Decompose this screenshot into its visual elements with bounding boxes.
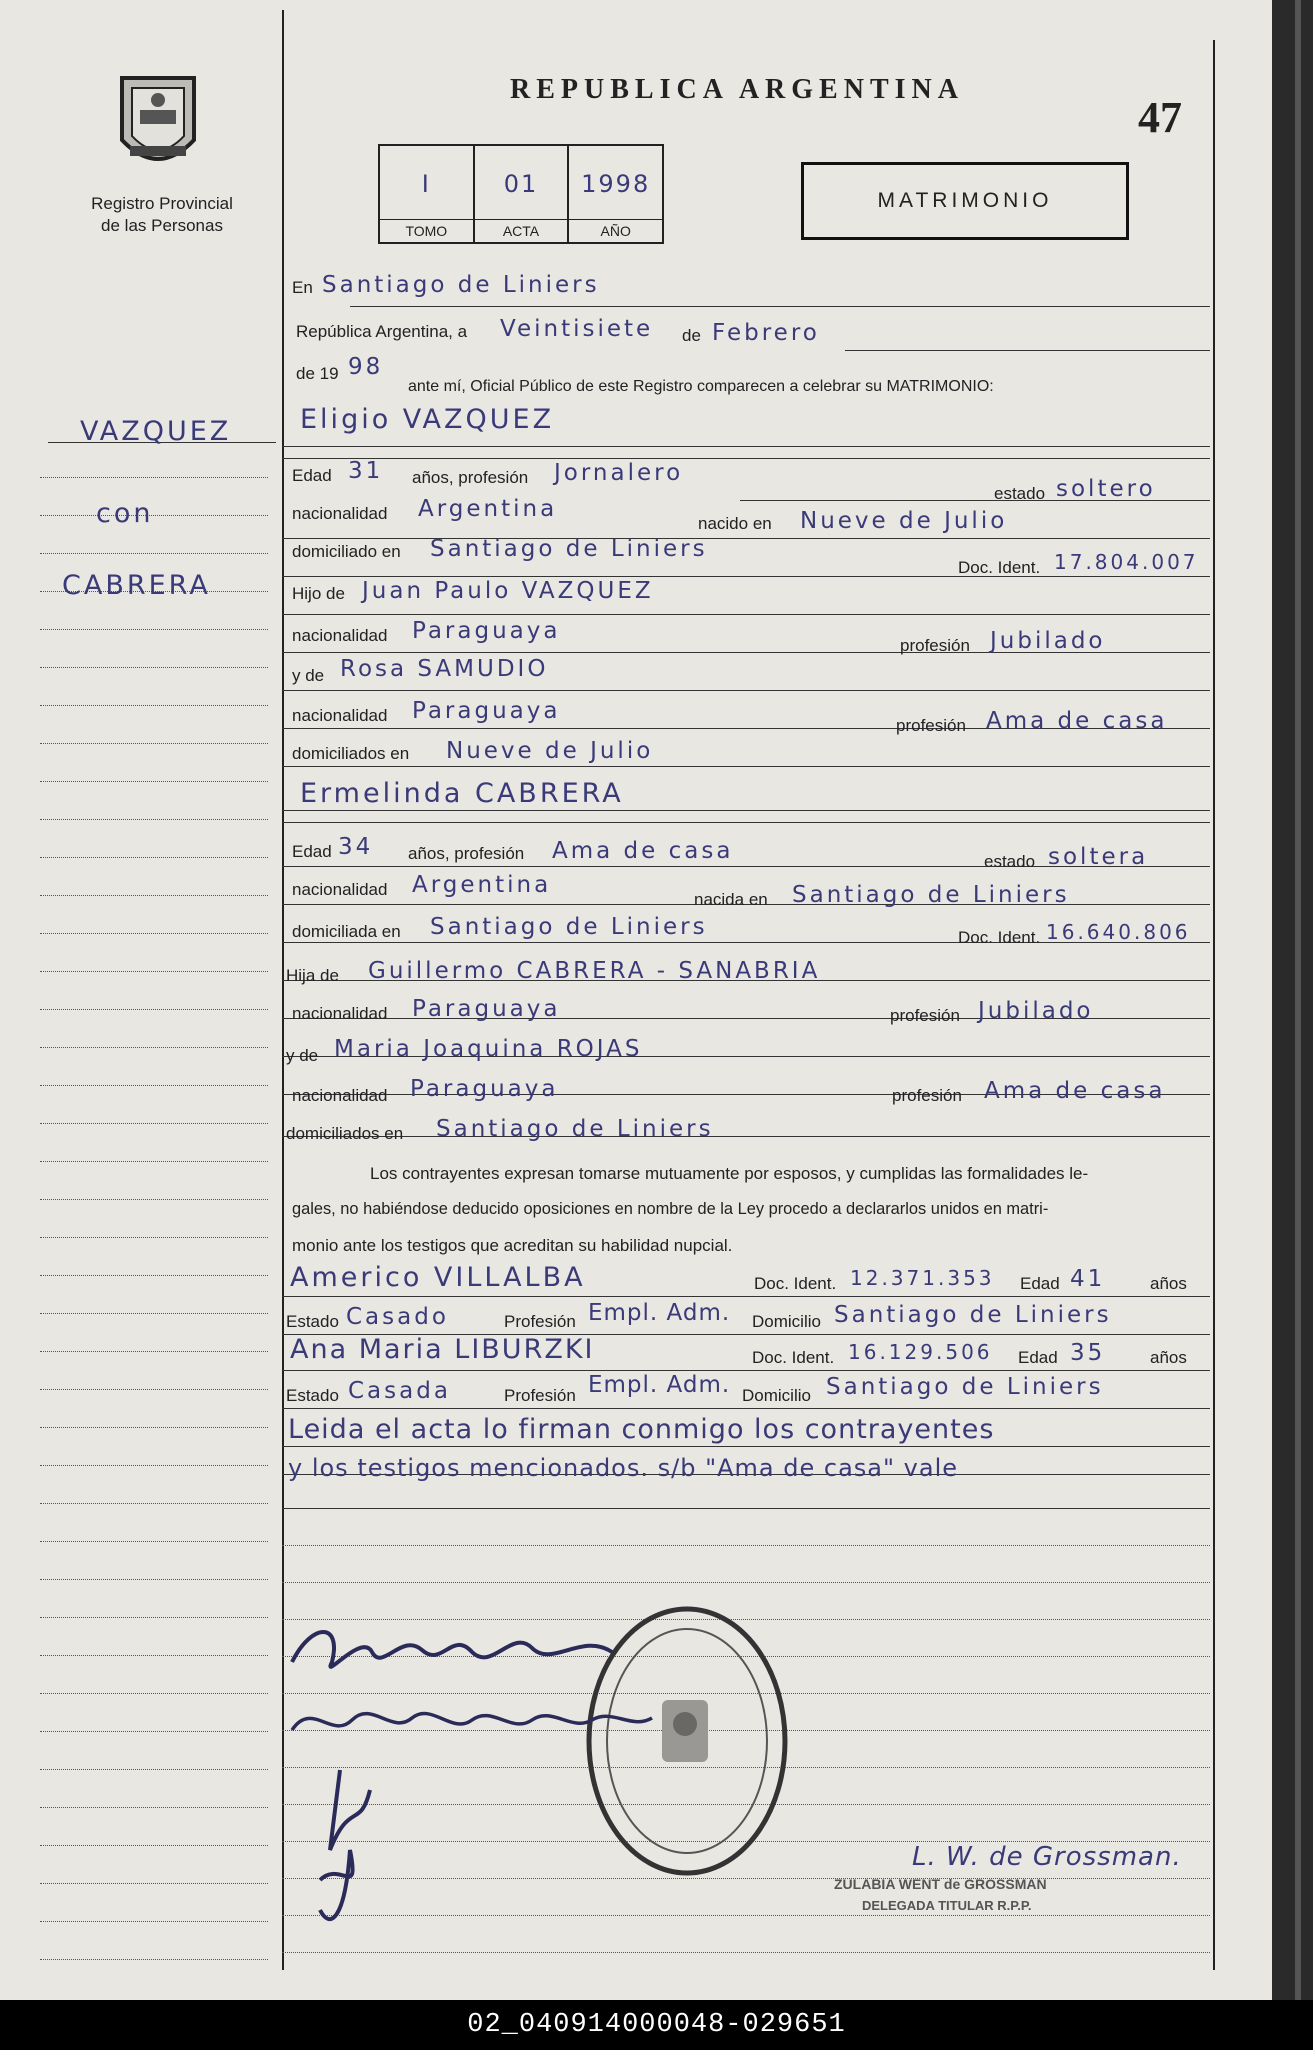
margin-connector: con [96, 498, 154, 529]
bride-father-profession: Jubilado [978, 998, 1094, 1024]
groom-mother-nationality: Paraguaya [412, 698, 561, 724]
groom-domicile: Santiago de Liniers [430, 536, 708, 562]
registry-line-2: de las Personas [101, 216, 223, 235]
declaration-line-2: gales, no habiéndose deducido oposiciones en nombre de la Ley procedo a declararlos unidos en matri- [292, 1200, 1049, 1218]
label-groom-domiciliados: domiciliados en [292, 744, 410, 763]
label-bride-domiciliada: domiciliada en [292, 922, 401, 941]
label-groom-y-de: y de [292, 666, 325, 685]
label-w1-doc: Doc. Ident. [754, 1274, 837, 1293]
acta-cell [475, 146, 570, 242]
bride-mother: Maria Joaquina ROJAS [334, 1036, 643, 1062]
label-bride-mother-prof: profesión [892, 1086, 962, 1105]
label-de-19: de 19 [296, 364, 339, 383]
label-groom-edad: Edad [292, 466, 332, 485]
record-box [378, 144, 664, 244]
provincial-seal-logo [112, 70, 204, 180]
label-w1-profesion: Profesión [504, 1312, 576, 1331]
label-groom-hijo-de: Hijo de [292, 584, 345, 603]
groom-mother: Rosa SAMUDIO [340, 656, 549, 682]
label-groom-mother-prof: profesión [896, 716, 966, 735]
margin-surname-1: VAZQUEZ [80, 416, 232, 447]
groom-birthplace: Nueve de Julio [800, 508, 1008, 534]
witness2-civil-status: Casada [348, 1378, 451, 1404]
ano-value: 1998 [581, 170, 651, 198]
act-day: Veintisiete [500, 316, 654, 342]
label-w1-domicilio: Domicilio [752, 1312, 821, 1331]
book-spine [1272, 0, 1313, 2000]
groom-profession: Jornalero [554, 460, 684, 486]
image-code-footer: 02_040914000048-029651 [0, 2000, 1313, 2050]
label-republica-a: República Argentina, a [296, 322, 468, 341]
witness2-doc: 16.129.506 [848, 1340, 993, 1364]
bride-name: Ermelinda CABRERA [300, 778, 624, 809]
label-bride-doc: Doc. Ident. [958, 928, 1041, 947]
witness2-profession: Empl. Adm. [588, 1372, 731, 1398]
groom-father: Juan Paulo VAZQUEZ [362, 578, 654, 604]
bride-doc: 16.640.806 [1046, 920, 1191, 944]
bride-mother-profession: Ama de casa [984, 1078, 1166, 1104]
label-bride-nacionalidad: nacionalidad [292, 880, 388, 899]
bride-civil-status: soltera [1048, 844, 1149, 870]
witness1-profession: Empl. Adm. [588, 1300, 731, 1326]
declaration-line-1: Los contrayentes expresan tomarse mutuamente por esposos, y cumplidas las formalidades le- [370, 1164, 1089, 1183]
page-number: 47 [1138, 93, 1182, 142]
bride-age: 34 [338, 834, 374, 860]
bride-birthplace: Santiago de Liniers [792, 882, 1070, 908]
label-groom-father-prof: profesión [900, 636, 970, 655]
witness1-age: 41 [1070, 1266, 1106, 1292]
bride-mother-nationality: Paraguaya [410, 1076, 559, 1102]
witness1-domicile: Santiago de Liniers [834, 1302, 1112, 1328]
groom-doc: 17.804.007 [1054, 550, 1199, 574]
acta-label: ACTA [475, 219, 568, 242]
witness2-domicile: Santiago de Liniers [826, 1374, 1104, 1400]
label-bride-nacida-en: nacida en [694, 890, 768, 909]
bride-signature [282, 1690, 662, 1750]
label-w2-estado: Estado [286, 1386, 339, 1405]
witness1-doc: 12.371.353 [850, 1266, 995, 1290]
groom-mother-profession: Ama de casa [986, 708, 1168, 734]
label-groom-mother-nac: nacionalidad [292, 706, 388, 725]
groom-civil-status: soltero [1056, 476, 1156, 502]
declaration-line-3: monio ante los testigos que acreditan su habilidad nupcial. [292, 1236, 733, 1255]
label-bride-estado: estado [984, 852, 1036, 871]
tomo-value: I [421, 170, 431, 198]
label-w2-edad: Edad [1018, 1348, 1058, 1367]
label-bride-hija-de: Hija de [286, 966, 339, 985]
groom-parents-domicile: Nueve de Julio [446, 738, 654, 764]
ano-label: AÑO [569, 219, 662, 242]
label-groom-anos-profesion: años, profesión [412, 468, 529, 487]
label-w1-edad: Edad [1020, 1274, 1060, 1293]
closing-line-1: Leida el acta lo firman conmigo los contrayentes [288, 1414, 995, 1445]
witness-signatures [300, 1760, 420, 1940]
bride-domicile: Santiago de Liniers [430, 914, 708, 940]
label-w2-profesion: Profesión [504, 1386, 576, 1405]
label-w1-anos: años [1150, 1274, 1187, 1293]
label-bride-anos-profesion: años, profesión [408, 844, 525, 863]
groom-father-profession: Jubilado [990, 628, 1106, 654]
registry-name [72, 193, 252, 237]
bride-profession: Ama de casa [552, 838, 734, 864]
witness2-age: 35 [1070, 1340, 1106, 1366]
label-de: de [682, 326, 701, 345]
groom-nationality: Argentina [418, 496, 558, 522]
registry-line-1: Registro Provincial [91, 194, 233, 213]
bride-father: Guillermo CABRERA - SANABRIA [368, 958, 821, 984]
label-groom-estado: estado [994, 484, 1046, 503]
label-en: En [292, 278, 313, 297]
label-bride-edad: Edad [292, 842, 332, 861]
label-w1-estado: Estado [286, 1312, 339, 1331]
label-groom-nacido-en: nacido en [698, 514, 772, 533]
act-year-suffix: 98 [348, 354, 384, 380]
label-w2-anos: años [1150, 1348, 1187, 1367]
book-spine-edge [1295, 0, 1301, 2000]
record-type-box: MATRIMONIO [801, 162, 1129, 240]
witness2-name: Ana Maria LIBURZKI [290, 1334, 595, 1365]
groom-signature [282, 1612, 672, 1686]
bride-father-nationality: Paraguaya [412, 996, 561, 1022]
official-stamp-line-2: DELEGADA TITULAR R.P.P. [862, 1898, 1032, 1913]
groom-father-nationality: Paraguaya [412, 618, 561, 644]
act-place: Santiago de Liniers [322, 272, 600, 298]
official-signature: L. W. de Grossman. [912, 1842, 1182, 1872]
official-stamp-line-1: ZULABIA WENT de GROSSMAN [834, 1876, 1047, 1892]
witness1-civil-status: Casado [346, 1304, 449, 1330]
label-bride-mother-nac: nacionalidad [292, 1086, 388, 1105]
label-w2-doc: Doc. Ident. [752, 1348, 835, 1367]
label-groom-doc: Doc. Ident. [958, 558, 1041, 577]
label-groom-father-nac: nacionalidad [292, 626, 388, 645]
witness1-name: Americo VILLALBA [290, 1262, 586, 1293]
label-groom-nacionalidad: nacionalidad [292, 504, 388, 523]
margin-surname-2: CABRERA [62, 570, 211, 601]
closing-line-2: y los testigos mencionados. s/b "Ama de casa" vale [288, 1454, 959, 1482]
label-bride-father-nac: nacionalidad [292, 1004, 388, 1023]
label-bride-y-de: y de [286, 1046, 319, 1065]
acta-value: 01 [503, 170, 539, 198]
bride-parents-domicile: Santiago de Liniers [436, 1116, 714, 1142]
label-w2-domicilio: Domicilio [742, 1386, 811, 1405]
page-title: REPUBLICA ARGENTINA [510, 74, 964, 105]
label-bride-domiciliados: domiciliados en [286, 1124, 404, 1143]
right-border [1213, 40, 1215, 1970]
tomo-label: TOMO [380, 219, 473, 242]
label-bride-father-prof: profesión [890, 1006, 960, 1025]
act-month: Febrero [712, 320, 820, 346]
bride-nationality: Argentina [412, 872, 552, 898]
label-groom-domiciliado: domiciliado en [292, 542, 401, 561]
groom-age: 31 [348, 458, 384, 484]
ano-cell [569, 146, 662, 242]
groom-name: Eligio VAZQUEZ [300, 404, 555, 435]
label-ante-mi: ante mí, Oficial Público de este Registro comparecen a celebrar su MATRIMONIO: [408, 378, 994, 395]
tomo-cell [380, 146, 475, 242]
